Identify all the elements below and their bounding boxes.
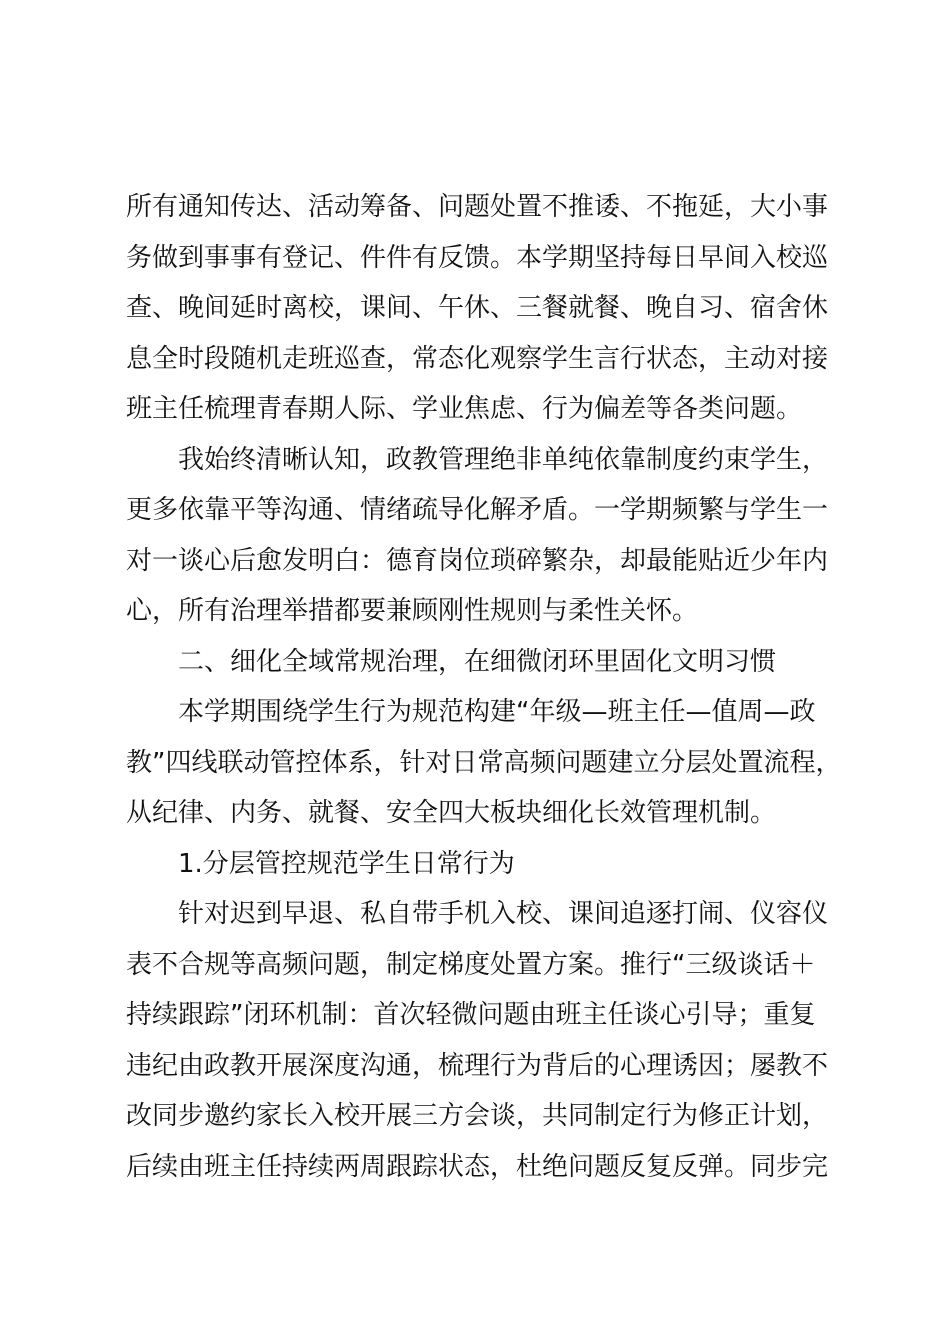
text-line: 从纪律、内务、就餐、安全四大板块细化长效管理机制。 (126, 798, 777, 828)
paragraph-start-line: 我始终清晰认知，政教管理绝非单纯依靠制度约束学生， (178, 444, 829, 475)
text-line: 更多依靠平等沟通、情绪疏导化解矛盾。一学期频繁与学生一 (126, 495, 829, 525)
text-line: 表不合规等高频问题，制定梯度处置方案。推行“三级谈话＋ (126, 949, 816, 980)
text-line: 查、晚间延时离校，课间、午休、三餐就餐、晚自习、宿舍休 (126, 293, 829, 323)
text-line: 所有通知传达、活动筹备、问题处置不推诿、不拖延，大小事 (126, 192, 829, 222)
text-line: 持续跟踪”闭环机制：首次轻微问题由班主任谈心引导；重复 (126, 1000, 816, 1030)
text-line: 违纪由政教开展深度沟通，梳理行为背后的心理诱因；屡教不 (126, 1050, 829, 1081)
section-heading: 二、细化全域常规治理，在细微闭环里固化文明习惯 (178, 646, 777, 677)
text-line: 对一谈心后愈发明白：德育岗位琐碎繁杂，却最能贴近少年内 (126, 545, 829, 576)
text-line: 后续由班主任持续两周跟踪状态，杜绝问题反复反弹。同步完 (126, 1151, 829, 1182)
paragraph-start-line: 针对迟到早退、私自带手机入校、课间追逐打闹、仪容仪 (178, 899, 829, 929)
document-body (126, 182, 842, 1192)
text-line: 班主任梳理青春期人际、学业焦虑、行为偏差等各类问题。 (126, 394, 803, 424)
text-line: 务做到事事有登记、件件有反馈。本学期坚持每日早间入校巡 (126, 242, 829, 273)
text-line: 改同步邀约家长入校开展三方会谈，共同制定行为修正计划， (126, 1101, 829, 1131)
text-line: 息全时段随机走班巡查，常态化观察学生言行状态，主动对接 (126, 343, 829, 374)
text-line: 心，所有治理举措都要兼顾刚性规则与柔性关怀。 (126, 596, 699, 626)
paragraph-start-line: 本学期围绕学生行为规范构建“年级—班主任—值周—政 (178, 697, 816, 727)
subsection-heading: 1.分层管控规范学生日常行为 (178, 848, 515, 879)
text-line: 教”四线联动管控体系，针对日常高频问题建立分层处置流程， (126, 747, 842, 778)
